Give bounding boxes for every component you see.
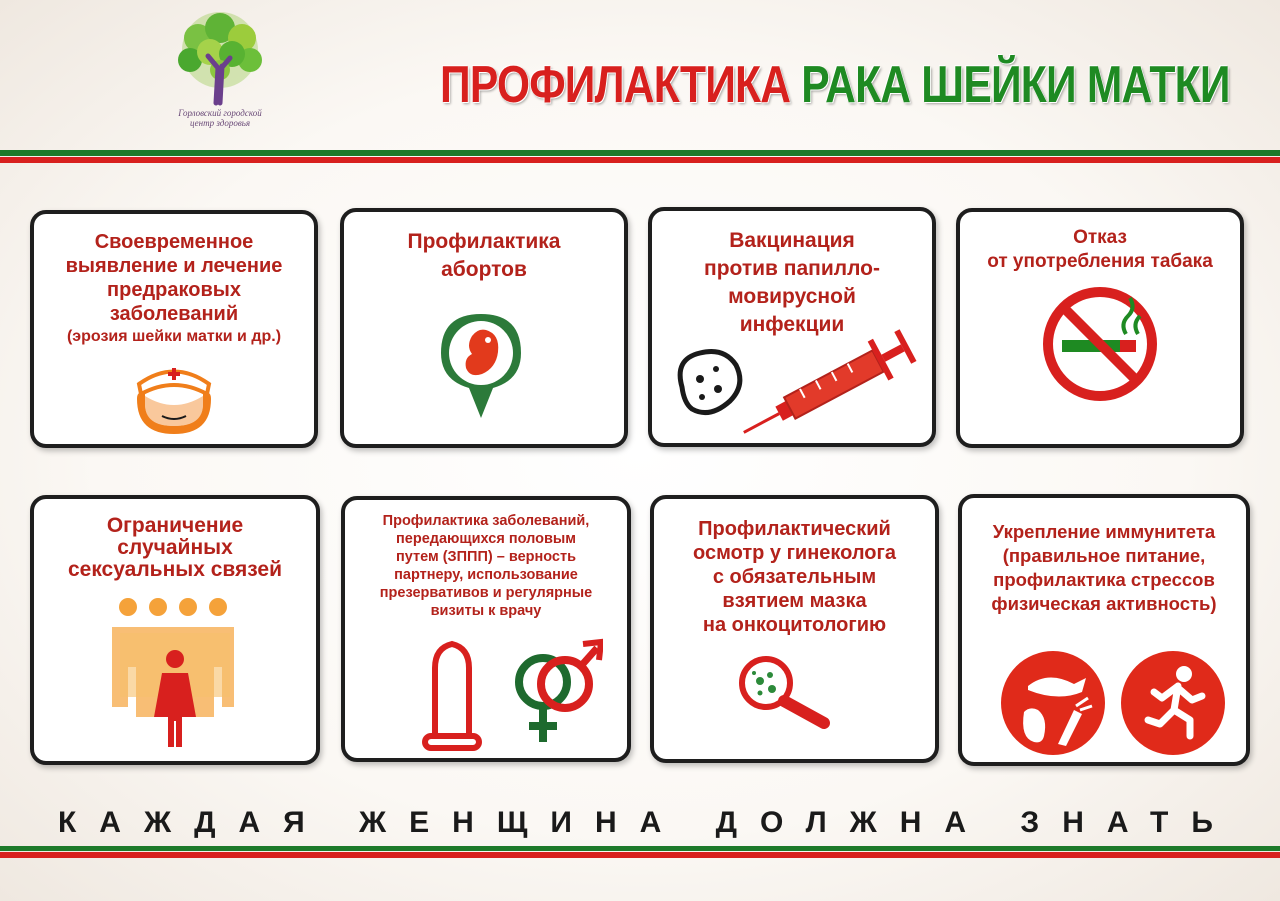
healthy-food-icon <box>998 648 1108 758</box>
divider-green-bottom <box>0 846 1280 851</box>
card-line: мовирусной <box>728 285 856 308</box>
magnifier-cells-icon <box>736 653 836 733</box>
fetus-pin-icon <box>436 308 526 423</box>
card-line: абортов <box>441 258 527 281</box>
nurse-icon <box>129 354 219 439</box>
card-line: сексуальных связей <box>67 558 283 581</box>
card-line: Укрепление иммунитета <box>992 521 1216 542</box>
card-immunity <box>958 494 1250 766</box>
card-no-tobacco <box>956 208 1244 448</box>
card-line: (правильное питание, <box>1002 545 1206 566</box>
running-person-icon <box>1118 648 1228 758</box>
footer-slogan: КАЖДАЯ ЖЕНЩИНА ДОЛЖНА ЗНАТЬ <box>58 806 1236 839</box>
card-line: Профилактика <box>407 230 561 253</box>
card-line: на онкоцитологию <box>702 614 887 636</box>
logo-caption-line: Горловский городской <box>178 108 262 118</box>
card-limit-casual-relations <box>30 495 320 765</box>
card-gynecologist-exam <box>650 495 939 763</box>
card-line: Профилактика заболеваний, <box>382 513 590 529</box>
card-line: инфекции <box>739 313 845 336</box>
card-line: случайных <box>117 536 233 559</box>
tree-logo-icon <box>150 8 290 108</box>
page-title <box>440 50 1230 120</box>
divider-green-top <box>0 150 1280 156</box>
card-hpv-vaccination <box>648 207 936 447</box>
card-line: взятием мазка <box>722 590 867 612</box>
divider-red-top <box>0 157 1280 163</box>
card-line: предраковых <box>107 279 241 301</box>
card-line: партнеру, использование <box>394 567 578 583</box>
card-sti-prevention <box>341 496 631 762</box>
card-abortion-prevention <box>340 208 628 448</box>
card-line: визиты к врачу <box>430 603 542 619</box>
no-smoking-icon <box>1040 284 1160 404</box>
card-line: Ограничение <box>106 514 244 537</box>
card-line: Вакцинация <box>729 229 855 252</box>
card-line: заболеваний <box>109 303 239 325</box>
condom-icon <box>417 638 487 753</box>
card-line: профилактика стрессов <box>993 569 1215 590</box>
card-line: осмотр у гинеколога <box>693 542 896 564</box>
card-line: передающихся половым <box>396 531 576 547</box>
card-early-detection <box>30 210 318 448</box>
gender-symbols-icon <box>513 638 603 748</box>
title-part-red: ПРОФИЛАКТИКА <box>440 56 791 114</box>
title-part-green: РАКА ШЕЙКИ МАТКИ <box>801 56 1230 114</box>
card-line: Отказ <box>1073 227 1127 248</box>
logo-caption <box>150 108 290 128</box>
card-line: выявление и лечение <box>65 255 283 277</box>
card-line: с обязательным <box>712 566 877 588</box>
card-note: (эрозия шейки матки и др.) <box>66 328 282 345</box>
logo <box>150 8 290 148</box>
card-line: Профилактический <box>698 518 891 540</box>
card-line: путем (ЗППП) – верность <box>395 549 576 565</box>
people-group-icon <box>110 597 240 752</box>
card-line: Своевременное <box>94 231 254 253</box>
syringe-icon <box>733 329 918 439</box>
card-line: физическая активность) <box>991 593 1217 614</box>
syringe-virus-icon <box>670 329 930 439</box>
virus-icon <box>680 352 740 413</box>
card-line: от употребления табака <box>987 251 1213 272</box>
card-line: презервативов и регулярные <box>379 585 593 601</box>
logo-caption-line: центр здоровья <box>189 118 251 128</box>
card-line: против папилло- <box>704 257 880 280</box>
divider-red-bottom <box>0 852 1280 858</box>
